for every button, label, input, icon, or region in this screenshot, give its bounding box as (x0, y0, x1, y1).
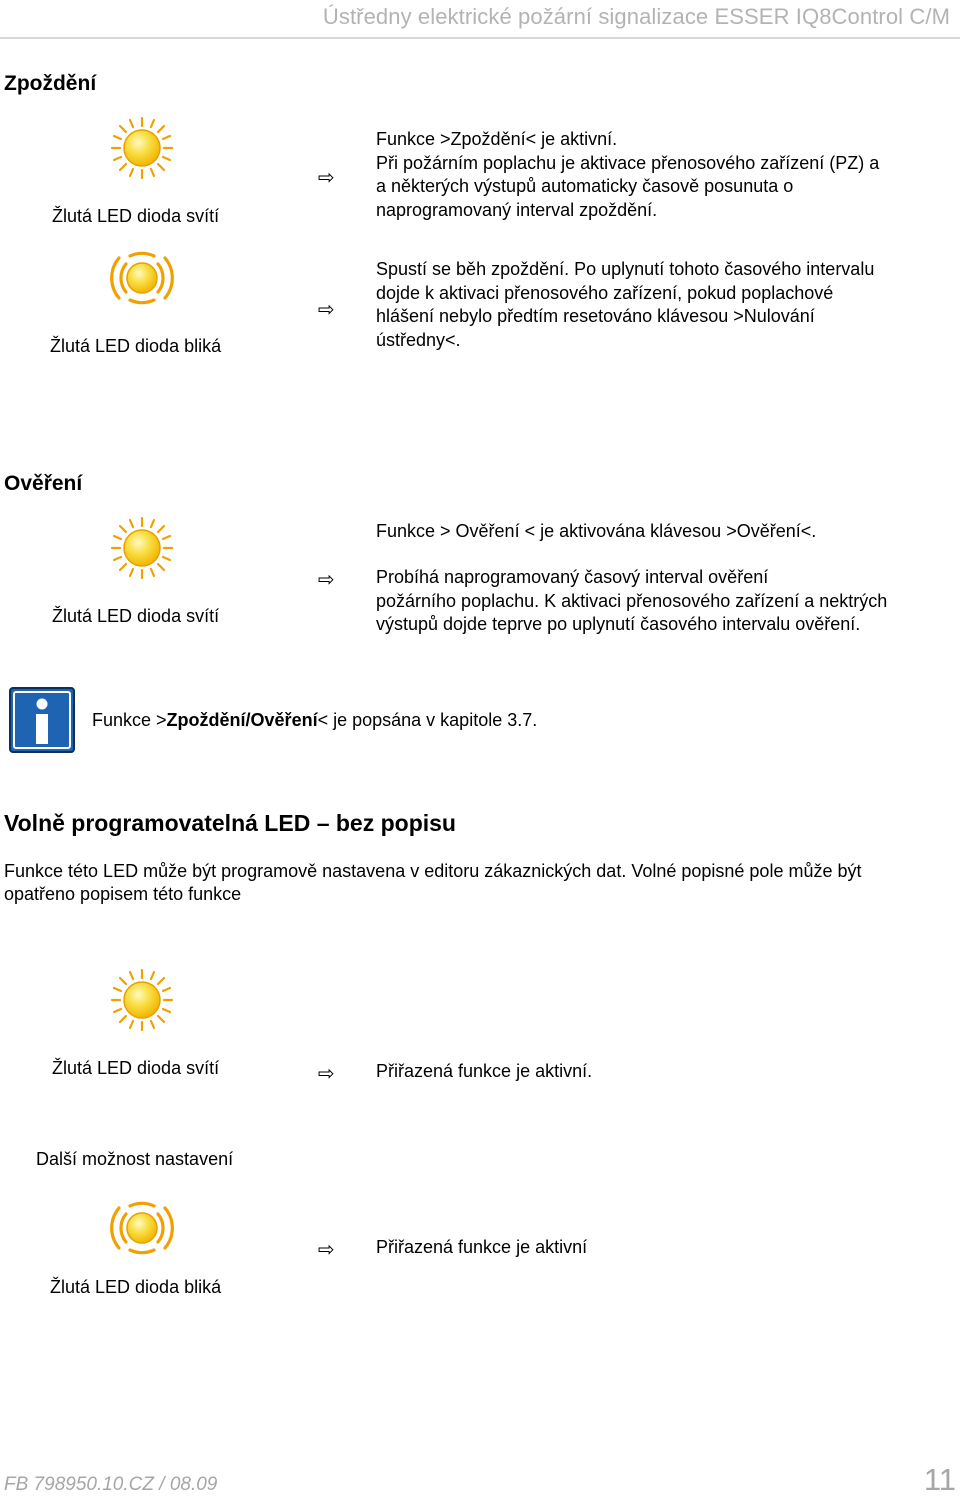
header-divider (0, 37, 960, 39)
section-heading-verify: Ověření (4, 472, 83, 495)
led-steady-icon (110, 968, 174, 1032)
arrow-icon: ⇨ (318, 299, 335, 321)
arrow-icon: ⇨ (318, 167, 335, 189)
footer-document-id: FB 798950.10.CZ / 08.09 (4, 1474, 218, 1495)
led-steady-icon (110, 116, 174, 180)
footer-page-number: 11 (923, 1462, 956, 1497)
section-heading-free-led: Volně programovatelná LED – bez popisu (4, 810, 456, 836)
document-header-title: Ústředny elektrické požární signalizace ESSER IQ8Control C/M (322, 4, 950, 29)
assigned-function-text: Přiřazená funkce je aktivní (376, 1237, 588, 1257)
verify-function-line: Funkce > Ověření < je aktivována klávesou >Ověření<. (376, 521, 817, 541)
led-description (376, 128, 936, 222)
arrow-icon: ⇨ (318, 1063, 335, 1085)
description-line: Při požárním poplachu je aktivace přenosového zařízení (PZ) a (376, 152, 880, 173)
description-line: požárního poplachu. K aktivaci přenosového zařízení a nektrých (376, 590, 888, 611)
paragraph-line: opatřeno popisem této funkce (4, 884, 242, 904)
led-blinking-icon (110, 246, 174, 310)
info-note-prefix: Funkce > (92, 710, 167, 730)
led-description (376, 566, 946, 637)
description-line: Probíhá naprogramovaný časový interval ověření (376, 567, 769, 587)
other-option-label: Další možnost nastavení (36, 1149, 234, 1169)
led-blinking-icon (110, 1196, 174, 1260)
arrow-icon: ⇨ (318, 569, 335, 591)
info-note-suffix: < je popsána v kapitole 3.7. (317, 710, 538, 730)
description-line: hlášení nebylo předtím resetováno klávesou >Nulování (376, 306, 815, 326)
assigned-function-text: Přiřazená funkce je aktivní. (376, 1061, 593, 1081)
led-state-label: Žlutá LED dioda bliká (50, 1277, 222, 1297)
description-line: naprogramovaný interval zpoždění. (376, 199, 658, 220)
info-icon (8, 686, 76, 754)
description-line: dojde k aktivaci přenosového zařízení, pokud poplachové (376, 282, 834, 303)
info-note-text (92, 710, 537, 731)
info-note-bold: Zpoždění/Ověření (166, 710, 318, 730)
led-state-label: Žlutá LED dioda svítí (52, 206, 220, 226)
description-line: výstupů dojde teprve po uplynutí časového intervalu ověření. (376, 614, 861, 634)
arrow-icon: ⇨ (318, 1239, 335, 1261)
paragraph-line: Funkce této LED může být programově nastavena v editoru zákaznických dat. Volné popisné pole může být (4, 861, 862, 881)
led-description (376, 258, 936, 352)
description-line: a některých výstupů automaticky časově posunuta o (376, 176, 794, 196)
description-line: Spustí se běh zpoždění. Po uplynutí tohoto časového intervalu (376, 259, 875, 279)
section-heading-delay: Zpoždění (4, 72, 97, 95)
led-state-label: Žlutá LED dioda svítí (52, 1058, 220, 1078)
led-state-label: Žlutá LED dioda svítí (52, 606, 220, 626)
led-state-label: Žlutá LED dioda bliká (50, 336, 222, 356)
description-line: ústředny<. (376, 329, 461, 350)
led-steady-icon (110, 516, 174, 580)
description-line: Funkce >Zpoždění< je aktivní. (376, 129, 618, 149)
free-led-paragraph (4, 860, 954, 906)
